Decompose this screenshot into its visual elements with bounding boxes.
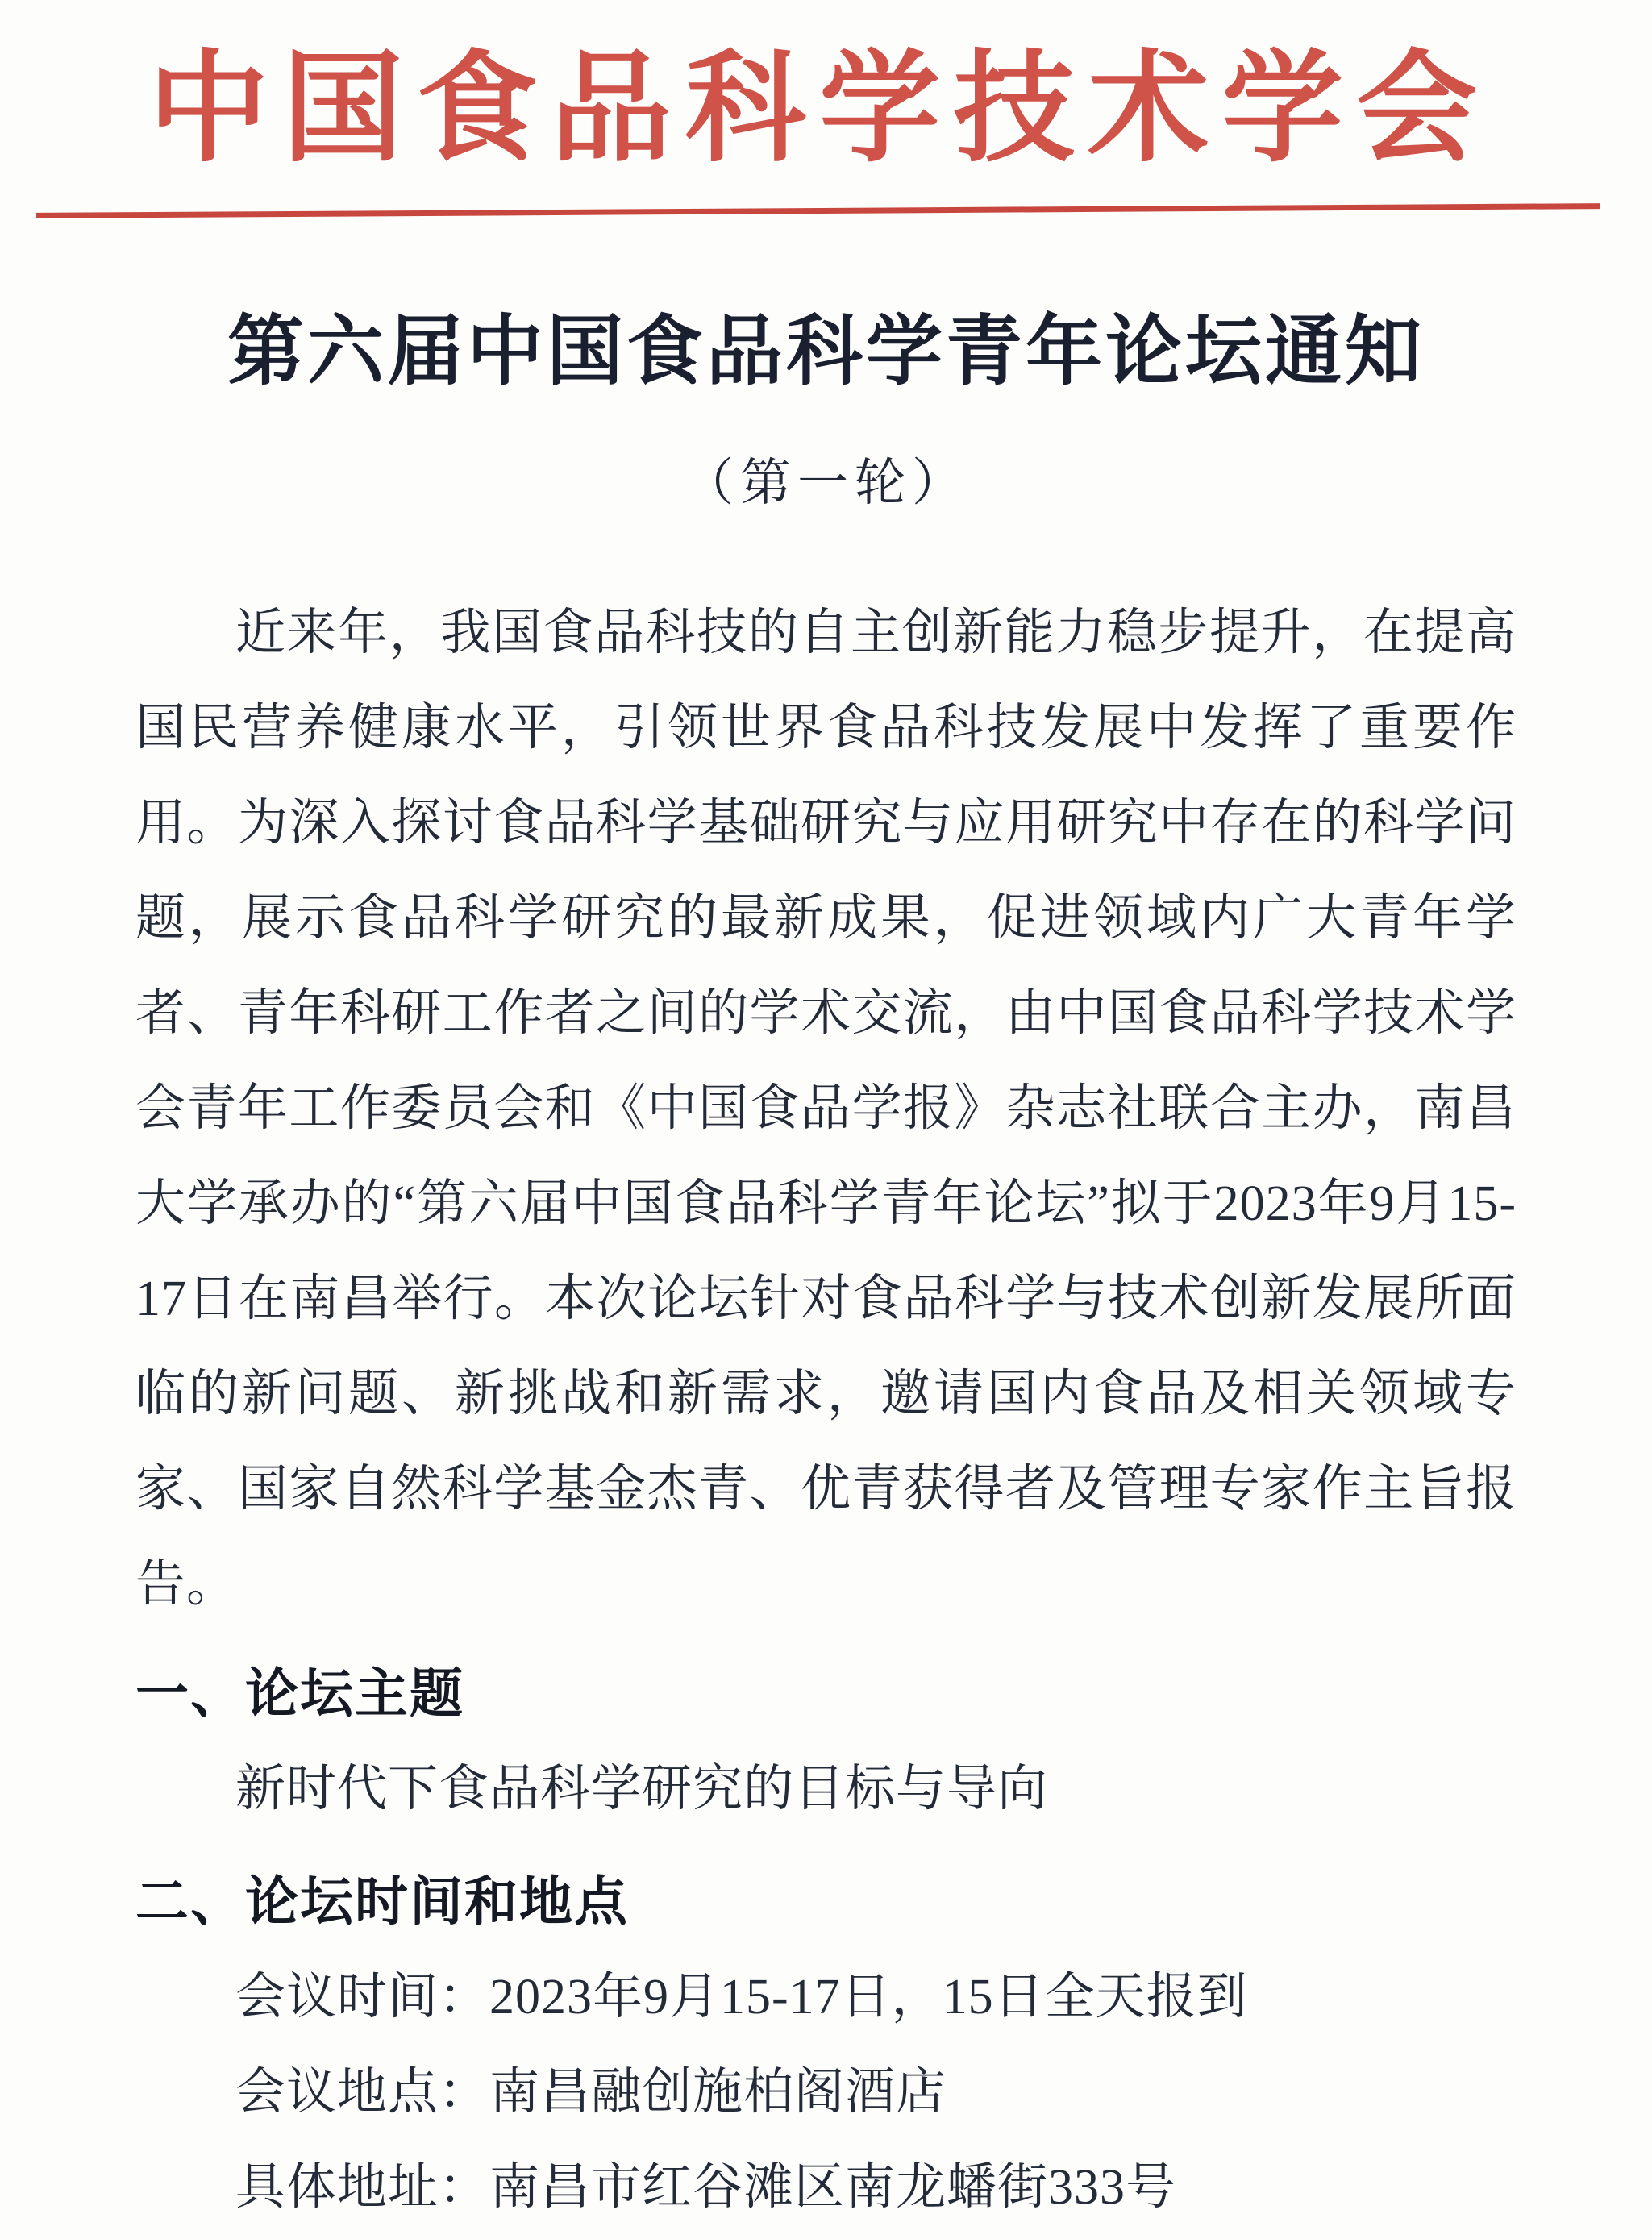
section-heading-forum-theme: 一、论坛主题: [135, 1663, 464, 1724]
notice-title: 第六届中国食品科学青年论坛通知: [227, 309, 1425, 394]
meeting-time-line: 会议时间：2023年9月15-17日，15日全天报到: [235, 1970, 1248, 2025]
notice-round-subtitle: （第一轮）: [683, 454, 969, 511]
section-heading-time-place: 二、论坛时间和地点: [135, 1871, 629, 1932]
intro-paragraph: 近来年，我国食品科技的自主创新能力稳步提升，在提高国民营养健康水平，引领世界食品科技发展中发挥了重要作用。为深入探讨食品科学基础研究与应用研究中存在的科学问题，展示食品科学研究的最新成果，促进领域内广大青年学者、青年科研工作者之间的学术交流，由中国食品科学技术学会青年工作委员会和《中国食品学报》杂志社联合主办，南昌大学承办的“第六届中国食品科学青年论坛”拟于2023年9月15-17日在南昌举行。本次论坛针对食品科学与技术创新发展所面临的新问题、新挑战和新需求，邀请国内食品及相关领域专家、国家自然科学基金杰青、优青获得者及管理专家作主旨报告。: [135, 606, 1517, 1613]
meeting-venue-line: 会议地点：南昌融创施柏阁酒店: [235, 2065, 947, 2120]
forum-theme-text: 新时代下食品科学研究的目标与导向: [235, 1762, 1049, 1817]
organization-masthead: 中国食品科学技术学会: [148, 43, 1491, 177]
meeting-address-line: 具体地址：南昌市红谷滩区南龙蟠街333号: [235, 2160, 1177, 2216]
red-divider-line: [36, 203, 1600, 218]
